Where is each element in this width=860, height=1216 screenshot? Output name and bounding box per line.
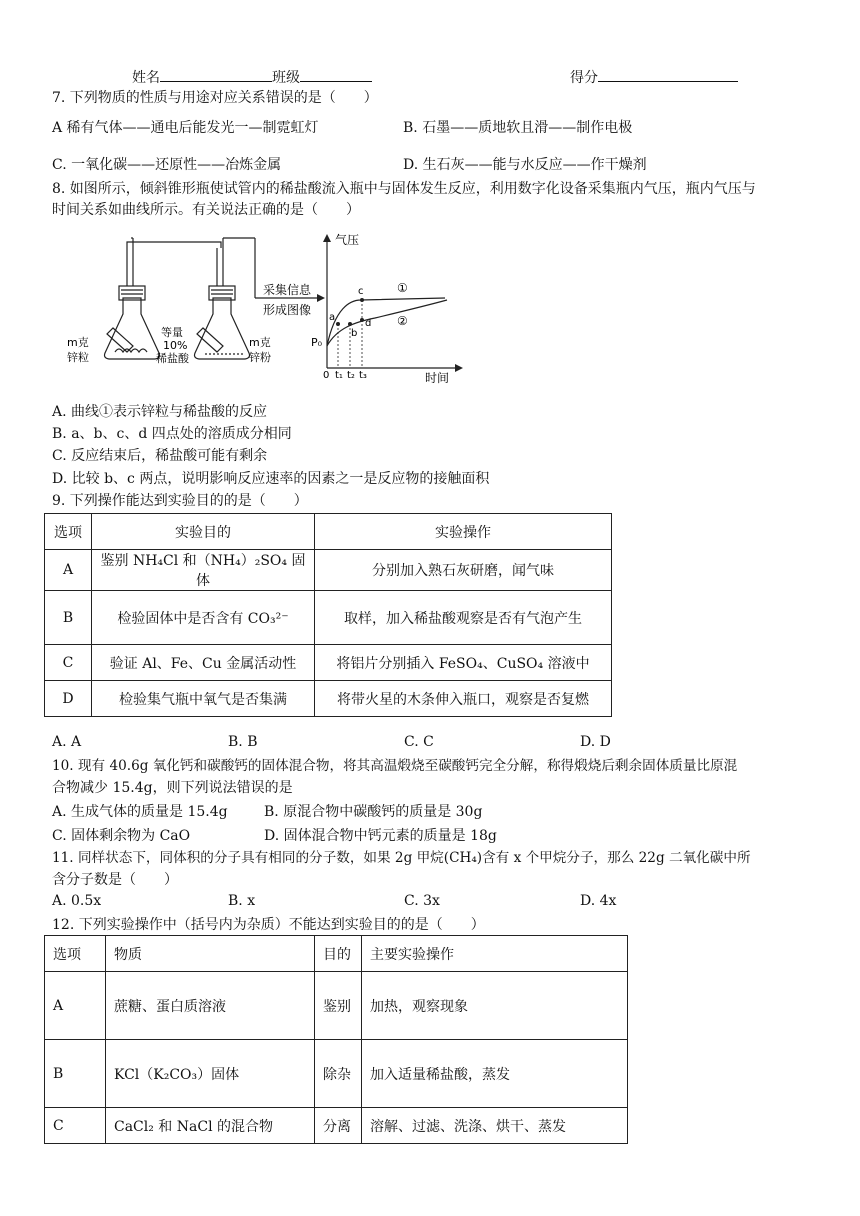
q8-stem-line2: 时间关系如曲线所示。有关说法正确的是（ ） [52, 202, 360, 218]
arrow-label-1: 采集信息 [263, 283, 312, 297]
t1-label: t₁ [335, 370, 343, 381]
table-row [45, 591, 612, 645]
q9-row-a-op: 分别加入熟石灰研磨，闻气味 [315, 550, 612, 591]
curve-2-label: ② [397, 314, 408, 328]
q9-row-a-purpose: 鉴别 NH₄Cl 和（NH₄）₂SO₄ 固体 [92, 550, 315, 591]
left-label-2: 锌粒 [67, 351, 89, 364]
left-label-1: m克 [67, 336, 89, 349]
y-axis-label: 气压 [335, 233, 360, 247]
q12-header-substance: 物质 [106, 936, 315, 972]
q12-row-a-opt: A [45, 972, 106, 1040]
q9-header-opt: 选项 [45, 514, 92, 550]
q10-stem-line1: 10. 现有 40.6g 氧化钙和碳酸钙的固体混合物，将其高温煅烧至碳酸钙完全分解，称得煅烧后剩余固体质量比原混 [52, 758, 738, 774]
right-label-2: 锌粉 [249, 351, 271, 364]
q8-option-b: B. a、b、c、d 四点处的溶质成分相同 [52, 426, 292, 442]
class-label: 班级 [272, 70, 300, 86]
q12-header-op: 主要实验操作 [362, 936, 628, 972]
point-c-label: c [358, 286, 364, 297]
q10-option-b: B. 原混合物中碳酸钙的质量是 30g [264, 804, 483, 820]
score-blank [598, 66, 738, 82]
q8-option-a: A. 曲线①表示锌粒与稀盐酸的反应 [52, 404, 268, 420]
q12-row-c-opt: C [45, 1108, 106, 1144]
q9-row-d-op: 将带火星的木条伸入瓶口，观察是否复燃 [315, 681, 612, 717]
point-a-label: a [329, 312, 336, 323]
q10-option-d: D. 固体混合物中钙元素的质量是 18g [264, 828, 497, 844]
q9-header-purpose: 实验目的 [92, 514, 315, 550]
header-fields [132, 66, 372, 87]
q11-answer-a: A. 0.5x [52, 893, 102, 909]
q9-answer-c: C. C [404, 734, 434, 750]
q8-stem-line1: 8. 如图所示，倾斜锥形瓶使试管内的稀盐酸流入瓶中与固体发生反应，利用数字化设备采集瓶内气压，瓶内气压与 [52, 181, 756, 197]
q9-row-a-opt: A [45, 550, 92, 591]
q11-stem-line2: 含分子数是（ ） [52, 872, 178, 888]
q12-row-a-substance: 蔗糖、蛋白质溶液 [106, 972, 315, 1040]
q12-row-b-opt: B [45, 1040, 106, 1108]
table-row [45, 972, 628, 1040]
arrow-label-2: 形成图像 [263, 303, 312, 317]
q7-option-c: C. 一氧化碳——还原性——冶炼金属 [52, 157, 282, 173]
q9-table [44, 513, 612, 717]
name-blank [160, 66, 272, 82]
table-row [45, 1040, 628, 1108]
q12-row-b-goal: 除杂 [315, 1040, 362, 1108]
x-axis-arrow [455, 364, 463, 372]
mid-label-2: 10% [163, 339, 188, 352]
q8-option-d: D. 比较 b、c 两点，说明影响反应速率的因素之一是反应物的接触面积 [52, 471, 490, 487]
score-field [570, 66, 738, 87]
score-label: 得分 [570, 70, 598, 86]
left-flask [105, 238, 160, 359]
q7-stem: 7. 下列物质的性质与用途对应关系错误的是（ ） [52, 90, 378, 106]
q8-option-c: C. 反应结束后，稀盐酸可能有剩余 [52, 448, 268, 464]
q9-row-c-op: 将铝片分别插入 FeSO₄、CuSO₄ 溶液中 [315, 645, 612, 681]
q11-answer-d: D. 4x [580, 893, 617, 909]
q10-option-a: A. 生成气体的质量是 15.4g [52, 804, 228, 820]
point-d-label: d [365, 318, 372, 329]
right-label-1: m克 [249, 336, 271, 349]
q12-row-b-substance: KCl（K₂CO₃）固体 [106, 1040, 315, 1108]
q9-row-c-purpose: 验证 Al、Fe、Cu 金属活动性 [92, 645, 315, 681]
right-flask [195, 238, 256, 359]
t3-label: t₃ [359, 370, 367, 381]
q12-stem: 12. 下列实验操作中（括号内为杂质）不能达到实验目的的是（ ） [52, 917, 485, 933]
connector-tube [127, 242, 221, 248]
q12-row-c-goal: 分离 [315, 1108, 362, 1144]
q9-header-row [45, 514, 612, 550]
q7-option-d: D. 生石灰——能与水反应——作干燥剂 [403, 157, 647, 173]
q7-option-b: B. 石墨——质地软且滑——制作电极 [403, 120, 633, 136]
q12-row-b-op: 加入适量稀盐酸，蒸发 [362, 1040, 628, 1108]
q9-row-b-opt: B [45, 591, 92, 645]
q8-figure [55, 228, 475, 388]
class-blank [300, 66, 372, 82]
q9-row-b-purpose: 检验固体中是否含有 CO₃²⁻ [92, 591, 315, 645]
q12-row-c-substance: CaCl₂ 和 NaCl 的混合物 [106, 1108, 315, 1144]
q9-row-c-opt: C [45, 645, 92, 681]
q12-header-goal: 目的 [315, 936, 362, 972]
p0-label: P₀ [311, 336, 323, 349]
q9-answer-b: B. B [228, 734, 258, 750]
y-axis-arrow [323, 234, 331, 242]
name-label: 姓名 [132, 70, 160, 86]
q12-row-c-op: 溶解、过滤、洗涤、烘干、蒸发 [362, 1108, 628, 1144]
arrow-head [317, 294, 325, 302]
table-row [45, 1108, 628, 1144]
q7-option-a: A 稀有气体——通电后能发光一—制霓虹灯 [52, 120, 319, 136]
table-row [45, 681, 612, 717]
q9-answer-d: D. D [580, 734, 611, 750]
t2-label: t₂ [347, 370, 355, 381]
origin-label: 0 [323, 370, 330, 381]
table-row [45, 645, 612, 681]
q11-answer-b: B. x [228, 893, 256, 909]
mid-label-1: 等量 [161, 326, 183, 339]
table-row [45, 550, 612, 591]
q9-row-d-purpose: 检验集气瓶中氧气是否集满 [92, 681, 315, 717]
q9-row-b-op: 取样，加入稀盐酸观察是否有气泡产生 [315, 591, 612, 645]
graph-axes [327, 240, 457, 368]
q12-row-a-goal: 鉴别 [315, 972, 362, 1040]
q11-stem-line1: 11. 同样状态下，同体积的分子具有相同的分子数，如果 2g 甲烷(CH₄)含有 x 个甲烷分子，那么 22g 二氧化碳中所 [52, 850, 751, 866]
q10-stem-line2: 合物减少 15.4g，则下列说法错误的是 [52, 780, 293, 796]
curve-1-label: ① [397, 281, 408, 295]
q10-option-c: C. 固体剩余物为 CaO [52, 828, 191, 844]
q9-stem: 9. 下列操作能达到实验目的的是（ ） [52, 493, 308, 509]
q11-answer-c: C. 3x [404, 893, 440, 909]
q12-table [44, 935, 628, 1144]
q12-header-opt: 选项 [45, 936, 106, 972]
q12-row-a-op: 加热，观察现象 [362, 972, 628, 1040]
q12-header-row [45, 936, 628, 972]
q9-answer-a: A. A [52, 734, 82, 750]
q9-header-op: 实验操作 [315, 514, 612, 550]
point-b-label: b [351, 328, 358, 339]
x-axis-label: 时间 [425, 371, 450, 385]
q9-row-d-opt: D [45, 681, 92, 717]
mid-label-3: 稀盐酸 [156, 352, 189, 365]
